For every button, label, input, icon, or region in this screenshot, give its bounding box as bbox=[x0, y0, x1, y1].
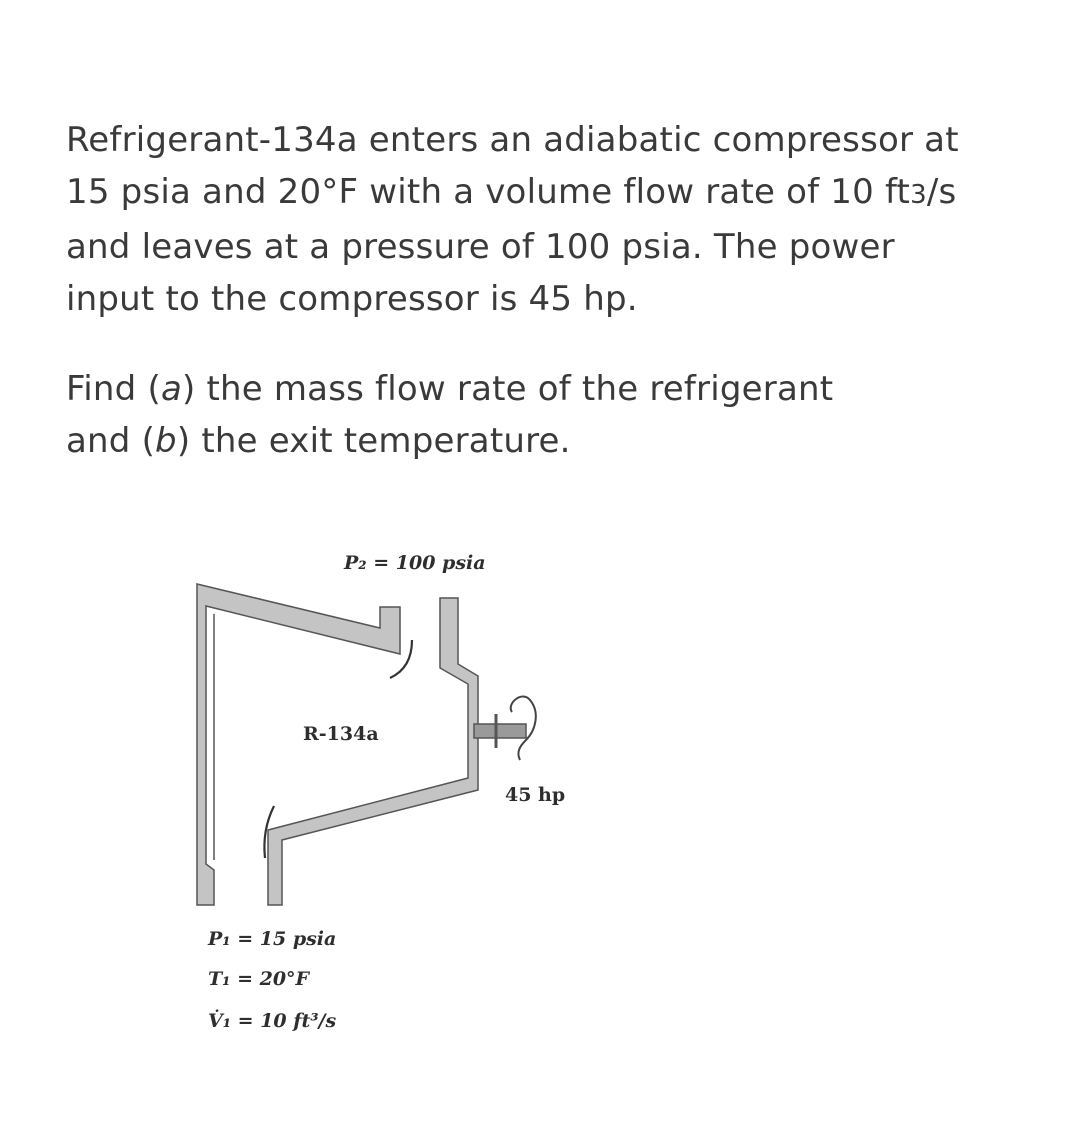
inlet-pressure-label: P₁ = 15 psia bbox=[208, 928, 337, 950]
problem-line: ) the mass flow rate of the refrigerant bbox=[181, 369, 834, 409]
outlet-pressure-label: P₂ = 100 psia bbox=[344, 552, 486, 574]
fluid-label: R-134a bbox=[303, 723, 379, 745]
shaft bbox=[474, 724, 526, 738]
inlet-temperature-label: T₁ = 20°F bbox=[208, 968, 310, 990]
problem-line: /s bbox=[926, 172, 957, 212]
problem-line: Find ( bbox=[66, 369, 161, 409]
part-a-label: a bbox=[160, 369, 182, 409]
problem-line: 15 psia and 20°F with a volume flow rate of 10 ft bbox=[66, 172, 911, 212]
problem-line: input to the compressor is 45 hp. bbox=[66, 279, 638, 319]
inlet-flow-label: V̇₁ = 10 ft³/s bbox=[208, 1010, 337, 1032]
part-b-label: b bbox=[155, 421, 177, 461]
ft3-superscript: 3 bbox=[910, 180, 927, 210]
problem-line: and ( bbox=[66, 421, 156, 461]
problem-line: and leaves at a pressure of 100 psia. The power bbox=[66, 227, 895, 267]
power-label: 45 hp bbox=[505, 784, 566, 806]
problem-line: Refrigerant-134a enters an adiabatic compressor at bbox=[66, 120, 959, 160]
problem-line: ) the exit temperature. bbox=[176, 421, 571, 461]
